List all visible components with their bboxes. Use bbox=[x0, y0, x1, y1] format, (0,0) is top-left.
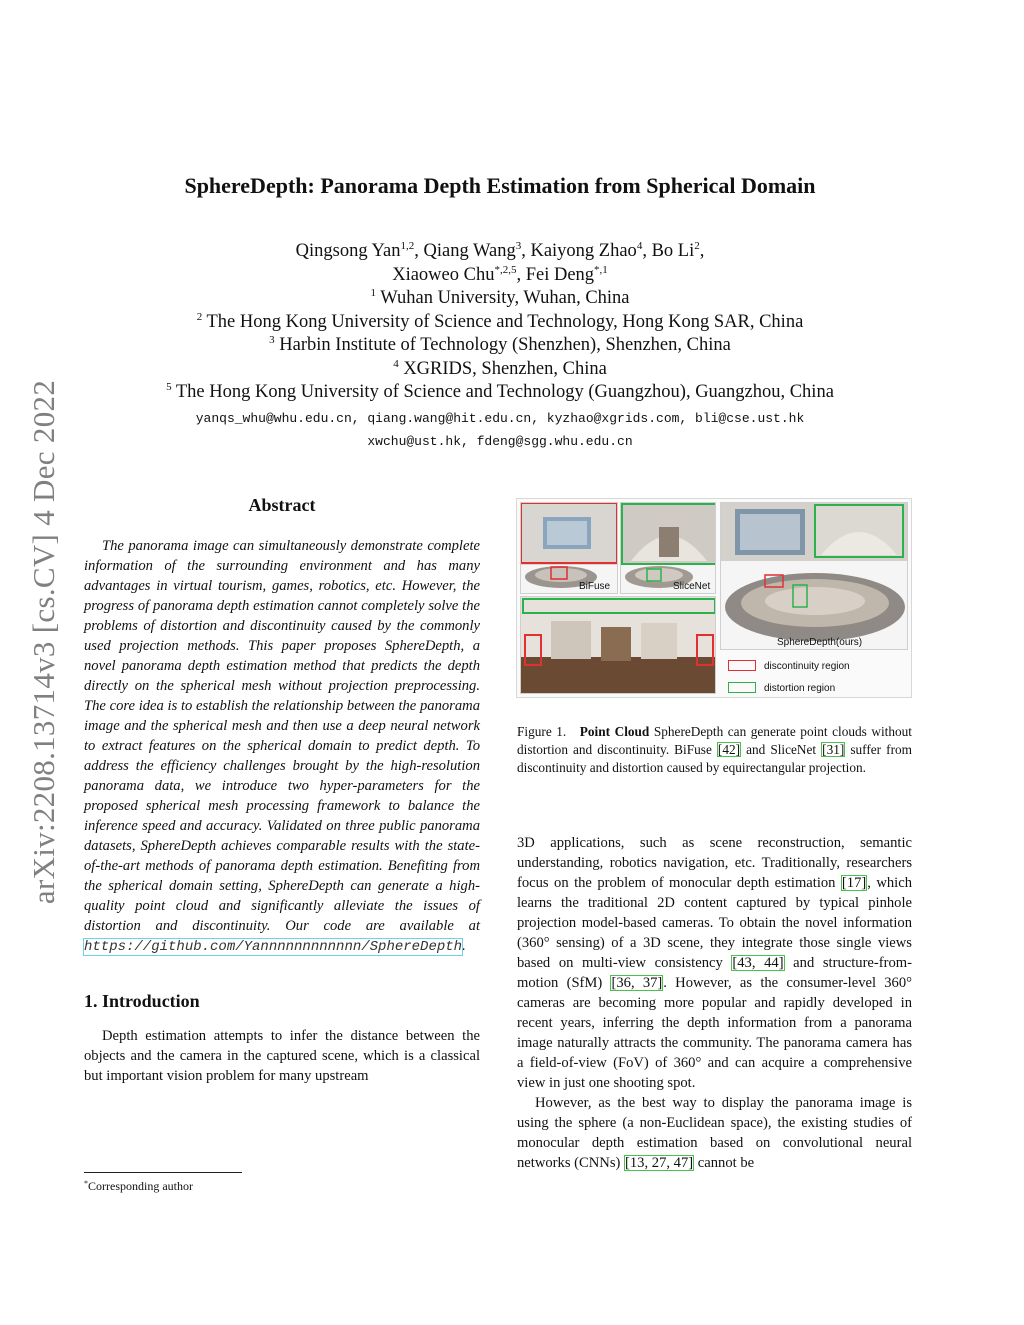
figure-caption bbox=[517, 723, 912, 777]
text-run: 3D applications, such as scene reconstruction, semantic understanding, robotics navigation, etc. Traditionally, researchers focus on the problem of monocular depth estimation bbox=[517, 835, 912, 891]
author-separator: , bbox=[516, 264, 526, 285]
figure-1 bbox=[516, 498, 912, 698]
abstract-text bbox=[84, 536, 480, 957]
text-run: cannot be bbox=[694, 1155, 755, 1171]
abstract-body: The panorama image can simultaneously demonstrate complete information of the surrounding environment and has many advantages in virtual tourism, games, robotics, etc. However, the progress of panorama depth estimation cannot completely solve the problems of distortion and discontinuity caused by the commonly used projection methods. This paper proposes SphereDepth, a novel panorama depth estimation method that predicts the depth directly on the spherical mesh without projection preprocessing. The core idea is to establish the relationship between the panorama image and the spherical mesh and then use a deep neural network to extract features on the spherical domain to predict depth. To address the efficiency challenges brought by the high-resolution panorama data, we introduce two hyper-parameters for the proposed spherical mesh processing framework to balance the inference speed and accuracy. Validated on three public panorama datasets, SphereDepth achieves comparable results with the state-of-the-art methods of panorama depth estimation. Benefiting from the spherical domain setting, SphereDepth can generate a high-quality point cloud and significantly alleviate the issues of distortion and discontinuity. Our code are available at bbox=[84, 538, 480, 934]
legend-swatch-green bbox=[728, 682, 756, 693]
right-paragraph-1 bbox=[517, 833, 912, 1093]
legend-discontinuity-label: discontinuity region bbox=[764, 661, 850, 672]
affiliation bbox=[0, 358, 1000, 382]
citation-link[interactable]: [42] bbox=[717, 742, 741, 757]
abstract-tail: . bbox=[462, 938, 466, 954]
email-block bbox=[0, 407, 1000, 453]
affiliation-mark: 2 bbox=[196, 310, 203, 323]
author-line-1 bbox=[0, 240, 1000, 264]
text-run: However, as the best way to display the panorama image is using the sphere (a non-Euclidean space), the existing studies of monocular depth estimation based on convolutional neural networks (CNNs) bbox=[517, 1095, 912, 1171]
abstract-heading: Abstract bbox=[248, 495, 316, 515]
caption-text-c: suffer from discontinuity and distortion caused by equirectangular projection. bbox=[517, 742, 912, 775]
affiliation bbox=[0, 334, 1000, 358]
bifuse-label: BiFuse bbox=[579, 581, 611, 592]
footnote bbox=[84, 1179, 193, 1194]
author-separator: , bbox=[642, 241, 652, 261]
affiliation-text: The Hong Kong University of Science and Technology, Hong Kong SAR, China bbox=[202, 311, 804, 332]
author-affiliation-mark: *,2,5 bbox=[494, 263, 517, 276]
caption-text-b: and SliceNet bbox=[741, 742, 822, 757]
arxiv-identifier: arXiv:2208.13714v3 [cs.CV] 4 Dec 2022 bbox=[26, 379, 61, 905]
affiliation-text: The Hong Kong University of Science and Technology (Guangzhou), Guangzhou, China bbox=[171, 382, 834, 402]
caption-bold: Point Cloud bbox=[579, 724, 650, 739]
author-affiliation-mark: 4 bbox=[636, 240, 643, 252]
affiliation bbox=[0, 287, 1000, 311]
section-heading-introduction: 1. Introduction bbox=[84, 991, 200, 1011]
author-separator: , bbox=[699, 241, 705, 261]
text-run: . However, as the consumer-level 360° cameras are becoming more popular and rapidly developed in recent years, inferring the depth information from a panorama image naturally attracts the community. The panorama camera has a field-of-view (FoV) of 360° and can acquire a comprehensive view in just one shooting spot. bbox=[517, 975, 912, 1091]
left-column bbox=[84, 495, 480, 1086]
affiliation bbox=[0, 381, 1000, 405]
author-block bbox=[0, 240, 1000, 405]
author-name: Kaiyong Zhao bbox=[530, 241, 637, 261]
author-separator: , bbox=[521, 241, 531, 261]
author-affiliation-mark: *,1 bbox=[594, 263, 608, 276]
affiliation bbox=[0, 311, 1000, 335]
spheredepth-label: SphereDepth(ours) bbox=[777, 637, 863, 648]
citation-link[interactable]: [17] bbox=[841, 875, 867, 891]
affiliation-mark: 5 bbox=[166, 381, 172, 393]
caption-text-a: SphereDepth can generate point clouds without distortion and discontinuity. BiFuse bbox=[517, 724, 913, 757]
footnote-mark: * bbox=[84, 1179, 88, 1188]
text-run: , which learns the traditional 2D content captured by typical pinhole projection model-based cameras. To obtain the novel information (360° sensing) of a 3D scene, they integrate those single views based on multi-view consistency bbox=[517, 875, 912, 971]
slicenet-label: SliceNet bbox=[673, 581, 711, 592]
legend-discontinuity bbox=[728, 656, 850, 674]
citation-link[interactable]: [43, 44] bbox=[732, 955, 784, 971]
spheredepth-panel bbox=[720, 502, 908, 650]
author-name: Qingsong Yan bbox=[295, 241, 401, 261]
footnote-rule bbox=[84, 1172, 242, 1173]
bifuse-panel bbox=[520, 502, 618, 594]
author-affiliation-mark: 1,2 bbox=[400, 240, 415, 252]
author-line-2 bbox=[0, 264, 1000, 288]
citation-link[interactable]: [31] bbox=[822, 742, 845, 757]
affiliation-text: XGRIDS, Shenzhen, China bbox=[398, 358, 607, 379]
affiliation-mark: 4 bbox=[393, 357, 399, 370]
spheredepth-render bbox=[721, 503, 908, 650]
affiliation-text: Wuhan University, Wuhan, China bbox=[375, 288, 630, 308]
author-name: Bo Li bbox=[651, 241, 695, 261]
email-line-2: xwchu@ust.hk, fdeng@sgg.whu.edu.cn bbox=[367, 434, 633, 449]
right-column-text bbox=[517, 833, 912, 1173]
email-line-1: yanqs_whu@whu.edu.cn, qiang.wang@hit.edu.cn, kyzhao@xgrids.com, bli@cse.ust.hk bbox=[195, 411, 805, 426]
legend-distortion-label: distortion region bbox=[764, 683, 836, 694]
legend-swatch-red bbox=[728, 660, 756, 671]
affiliation-list bbox=[0, 287, 1000, 405]
code-link[interactable]: https://github.com/Yannnnnnnnnnnn/SphereDepth bbox=[84, 939, 463, 955]
affiliation-text: Harbin Institute of Technology (Shenzhen), Shenzhen, China bbox=[274, 335, 731, 355]
intro-paragraph: Depth estimation attempts to infer the distance between the objects and the camera in the captured scene, which is a classical but important vision problem for many upstream bbox=[84, 1028, 480, 1084]
author-name: Qiang Wang bbox=[423, 241, 516, 261]
author-affiliation-mark: 2 bbox=[694, 240, 700, 252]
text-run: and structure-from-motion (SfM) bbox=[517, 955, 912, 991]
caption-prefix: Figure 1. bbox=[517, 724, 567, 739]
affiliation-mark: 1 bbox=[370, 287, 376, 299]
panorama-panel bbox=[520, 596, 716, 694]
affiliation-mark: 3 bbox=[269, 334, 275, 346]
author-name: Xiaoweo Chu bbox=[392, 264, 495, 285]
citation-link[interactable]: [13, 27, 47] bbox=[625, 1155, 694, 1171]
paper-title: SphereDepth: Panorama Depth Estimation from Spherical Domain bbox=[184, 173, 816, 198]
author-separator: , bbox=[414, 241, 424, 261]
slicenet-panel bbox=[620, 502, 716, 594]
author-name: Fei Deng bbox=[525, 264, 595, 285]
author-affiliation-mark: 3 bbox=[515, 240, 522, 252]
legend-distortion bbox=[728, 678, 835, 696]
citation-link[interactable]: [36, 37] bbox=[611, 975, 663, 991]
footnote-text: Corresponding author bbox=[88, 1179, 193, 1193]
panorama-image bbox=[521, 597, 716, 694]
right-paragraph-2 bbox=[517, 1093, 912, 1173]
